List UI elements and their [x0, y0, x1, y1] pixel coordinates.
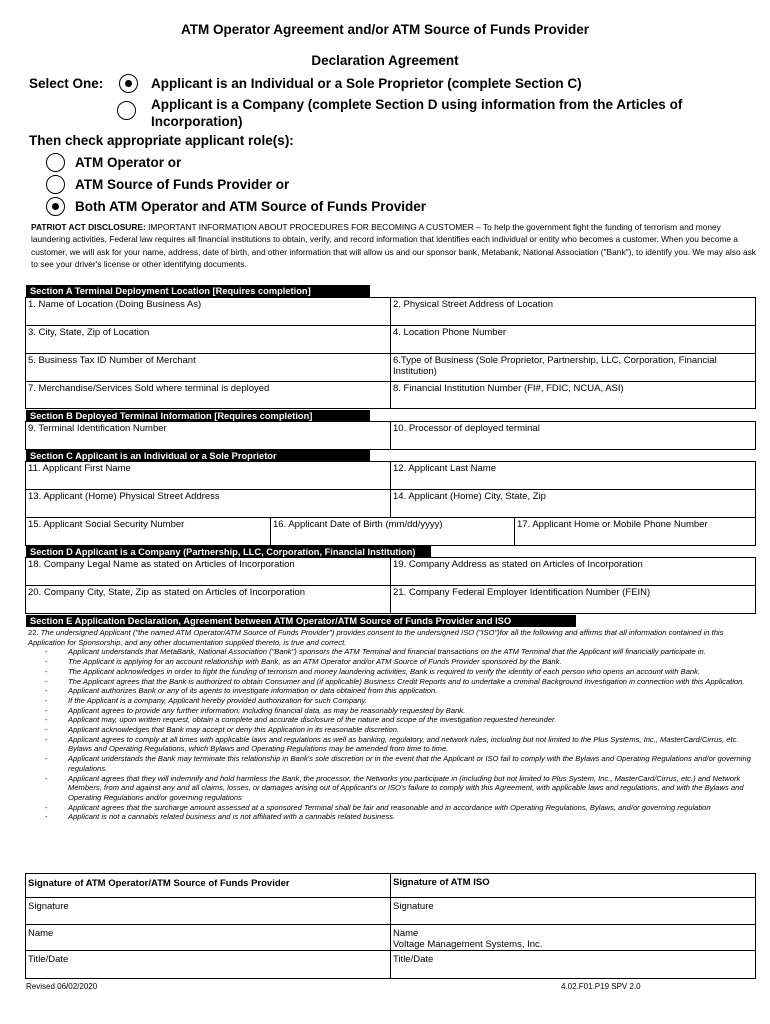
revision-date: Revised 06/02/2020	[26, 982, 98, 991]
form-number: 4.02.F01.P19 SPV 2.0	[561, 982, 641, 991]
section-a-header: Section A Terminal Deployment Location [Requires completion]	[26, 285, 370, 297]
declaration-item: - Applicant understands the Bank may terminate this relationship in Bank's sole discretion or in the event that the Applicant or ISO fail to comply with the Bylaws and Operating Regulations and/or governing regulations.	[28, 754, 754, 773]
field-first-name[interactable]: 11. Applicant First Name	[26, 462, 391, 490]
iso-signature-field[interactable]: Signature	[391, 898, 756, 925]
section-d-table	[25, 557, 756, 614]
section-d-header: Section D Applicant is a Company (Partnership, LLC, Corporation, Financial Institution)	[26, 546, 431, 558]
declaration-item: - If the Applicant is a company, Applicant hereby provided authorization for such Company.	[28, 696, 754, 706]
signature-table	[25, 873, 756, 979]
iso-signature-header: Signature of ATM ISO	[391, 874, 756, 898]
field-fi-number[interactable]: 8. Financial Institution Number (FI#, FDIC, NCUA, ASI)	[391, 382, 756, 409]
section-e-body	[28, 628, 754, 822]
section-c-table-1	[25, 461, 756, 518]
patriot-text: IMPORTANT INFORMATION ABOUT PROCEDURES FOR BECOMING A CUSTOMER – To help the government fight the funding of terrorism and money laundering activities, Federal law requires all financial institutions to obtain, verify, and record information that identifies each individual or entity who becomes a customer. When you become a customer, we will ask for your name, address, date of birth, and other information that will allow us and our sponsor bank, Metabank, National Association ("Bank"), to identify you. We may also ask to see your driver's license or other identifying documents.	[31, 222, 756, 269]
declaration-item: - The Applicant acknowledges in order to fight the funding of terrorism and money laundering activities, Bank is required to verify the identity of each person who opens an account with Bank.	[28, 667, 754, 677]
section-b-header: Section B Deployed Terminal Information [Requires completion]	[26, 410, 370, 422]
radio-individual[interactable]	[119, 74, 138, 93]
radio-company[interactable]	[117, 101, 136, 120]
document-subtitle: Declaration Agreement	[311, 53, 459, 68]
field-street-address[interactable]: 2. Physical Street Address of Location	[391, 298, 756, 326]
field-merchandise[interactable]: 7. Merchandise/Services Sold where terminal is deployed	[26, 382, 391, 409]
radio-both-roles[interactable]	[46, 197, 65, 216]
field-business-type[interactable]: 6.Type of Business (Sole Proprietor, Partnership, LLC, Corporation, Financial Institution)	[391, 354, 756, 382]
section-a-table	[25, 297, 756, 409]
iso-name-field[interactable]	[391, 925, 756, 951]
declaration-intro-text: The undersigned Applicant ("the named ATM Operator/ATM Source of Funds Provider") provides consent to the undersigned ISO ("ISO")for all the following and affirms that all information contained in this Application for Sponsorship, and any other documentation supplied thereto, is true and correct.	[28, 628, 724, 647]
iso-name-label: Name	[393, 928, 419, 939]
field-business-tax-id[interactable]: 5. Business Tax ID Number of Merchant	[26, 354, 391, 382]
option-company-label: Applicant is a Company (complete Section D using information from the Articles of	[151, 97, 683, 112]
radio-atm-operator[interactable]	[46, 153, 65, 172]
role-both-label: Both ATM Operator and ATM Source of Funds Provider	[75, 199, 427, 214]
declaration-item: - Applicant agrees to comply at all times with applicable laws and regulations as well as banking, regulatory, and network rules, including but not limited to the Plus Systems, Inc., MasterCard/Cirrus, etc. Bylaws and Operating Regulations, which Bylaws and Operating Regulations may be amended from time to time.	[28, 735, 754, 754]
operator-signature-field[interactable]: Signature	[26, 898, 391, 925]
select-one-label: Select One:	[29, 76, 104, 91]
section-c-header: Section C Applicant is an Individual or a Sole Proprietor	[26, 450, 370, 462]
declaration-item: - The Applicant is applying for an account relationship with Bank, as an ATM Operator and/or ATM Source of Funds Provider sponsored by the Bank.	[28, 657, 754, 667]
field-company-address[interactable]: 19. Company Address as stated on Articles of Incorporation	[391, 558, 756, 586]
operator-title-date-field[interactable]: Title/Date	[26, 951, 391, 979]
field-home-address[interactable]: 13. Applicant (Home) Physical Street Address	[26, 490, 391, 518]
operator-name-field[interactable]: Name	[26, 925, 391, 951]
declaration-intro	[28, 628, 754, 647]
field-ssn[interactable]: 15. Applicant Social Security Number	[26, 518, 271, 546]
document-title: ATM Operator Agreement and/or ATM Source of Funds Provider	[180, 22, 590, 37]
field-company-name[interactable]: 18. Company Legal Name as stated on Articles of Incorporation	[26, 558, 391, 586]
section-b-table	[25, 421, 756, 450]
field-location-name[interactable]: 1. Name of Location (Doing Business As)	[26, 298, 391, 326]
declaration-number: 22.	[28, 628, 39, 637]
declaration-item: - Applicant authorizes Bank or any of its agents to investigate information or data obtained from this application.	[28, 686, 754, 696]
field-home-city[interactable]: 14. Applicant (Home) City, State, Zip	[391, 490, 756, 518]
field-dob[interactable]: 16. Applicant Date of Birth (mm/dd/yyyy)	[271, 518, 515, 546]
declaration-item: - Applicant agrees that they will indemnify and hold harmless the Bank, the processor, the Networks you participate in (including but not limited to Plus System, Inc., MasterCard/Cirrus, etc.) and Network Members, from and against any and all claims, losses, or damages arising out of Applicant's or ISO's failure to comply with this Agreement, with applicable laws and regulations, and with the Bylaws and Operating Regulations and/or governing regulations	[28, 774, 754, 803]
declaration-item: - The Applicant agrees that the Bank is authorized to obtain Consumer and (if applicable) Business Credit Reports and to undertake a criminal Background Investigation in connection with this Application.	[28, 677, 754, 687]
field-location-phone[interactable]: 4. Location Phone Number	[391, 326, 756, 354]
iso-name-value: Voltage Management Systems, Inc.	[393, 939, 543, 950]
declaration-item: - Applicant acknowledges that Bank may accept or deny this Application in its reasonable discretion.	[28, 725, 754, 735]
declaration-item: - Applicant understands that MetaBank, National Association ("Bank") sponsors the ATM Terminal and financial transactions on the ATM Terminal that the Applicant will financially participate in.	[28, 647, 754, 657]
section-c-table-2	[25, 517, 756, 546]
role-source-of-funds-label: ATM Source of Funds Provider or	[75, 177, 290, 192]
field-city-state-zip[interactable]: 3. City, State, Zip of Location	[26, 326, 391, 354]
field-terminal-id[interactable]: 9. Terminal Identification Number	[26, 422, 391, 450]
field-company-city[interactable]: 20. Company City, State, Zip as stated on Articles of Incorporation	[26, 586, 391, 614]
roles-label: Then check appropriate applicant role(s):	[29, 133, 294, 148]
declaration-item: - Applicant may, upon written request, obtain a complete and accurate disclosure of the nature and scope of the investigation requested hereunder.	[28, 715, 754, 725]
patriot-act-disclosure	[31, 221, 756, 270]
declaration-item: - Applicant is not a cannabis related business and is not affiliated with a cannabis related business.	[28, 812, 754, 822]
field-last-name[interactable]: 12. Applicant Last Name	[391, 462, 756, 490]
field-phone[interactable]: 17. Applicant Home or Mobile Phone Number	[515, 518, 756, 546]
declaration-item: - Applicant agrees that the surcharge amount assessed at a sponsored Terminal shall be fair and reasonable and in accordance with Operating Regulations, Bylaws, and/or governing regulation	[28, 803, 754, 813]
role-atm-operator-label: ATM Operator or	[75, 155, 182, 170]
option-individual-label: Applicant is an Individual or a Sole Proprietor (complete Section C)	[151, 76, 582, 91]
radio-source-of-funds[interactable]	[46, 175, 65, 194]
operator-signature-header: Signature of ATM Operator/ATM Source of Funds Provider	[26, 874, 391, 898]
field-processor[interactable]: 10. Processor of deployed terminal	[391, 422, 756, 450]
field-fein[interactable]: 21. Company Federal Employer Identification Number (FEIN)	[391, 586, 756, 614]
declaration-item: - Applicant agrees to provide any further information, including financial data, as may be reasonably requested by Bank.	[28, 706, 754, 716]
patriot-heading: PATRIOT ACT DISCLOSURE:	[31, 222, 146, 232]
option-company-label-cont: Incorporation)	[151, 114, 243, 129]
iso-title-date-field[interactable]: Title/Date	[391, 951, 756, 979]
section-e-header: Section E Application Declaration, Agreement between ATM Operator/ATM Source of Funds Provider and ISO	[26, 615, 576, 627]
